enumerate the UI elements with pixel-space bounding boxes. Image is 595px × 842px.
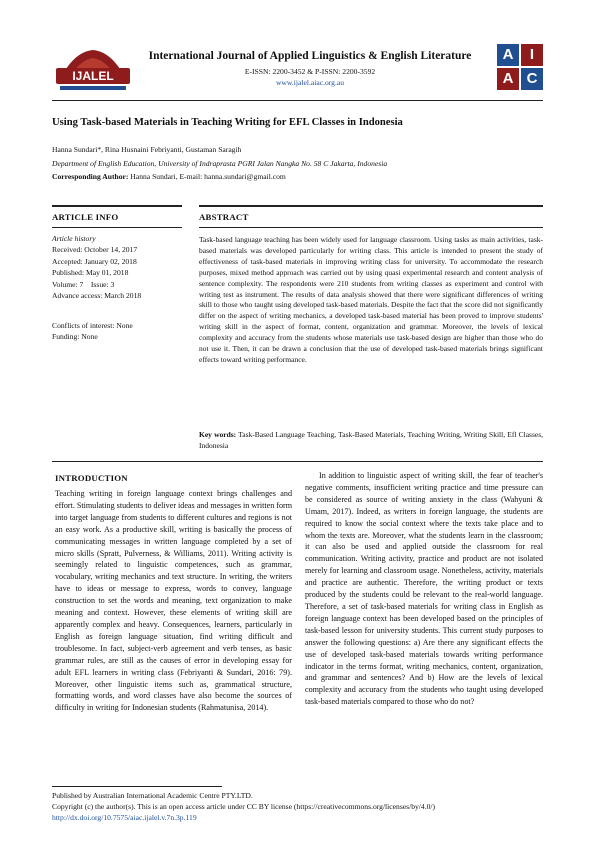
conflicts-of-interest: Conflicts of interest: None [52,321,133,330]
history-volume: Volume: 7 Issue: 3 [52,279,115,289]
history-accepted: Accepted: January 02, 2018 [52,256,137,266]
abstract-text: Task-based language teaching has been widely used for language classroom. Using tasks as main activities, task-based materials was developed particularly for writing class. This article is intended to present the study of effectiveness of task-based materials in improving writing class for university. To accommodate the research purposes, mixed method approach was carried out by using quasi experimental research and content analysis of sentence complexity. The respondents were 210 students from writing classes as experiment and control with writing test as instrument. The results of data analysis showed that there were significant differences of writing skill to those who taught using developed task-based materials. Despite the fact that the score did not significantly differ on the aspect of writing mechanics, a developed task-based material has been proved to improve students' writing skill in the aspect of format, content, organization and grammar. Moreover, the levels of lexical complexity and accuracy from the students whose materials use task-based design are higher than those who do not use it. Then, it can be drawn a conclusion that the use of developed task-based materials brings significant effects toward writing performance. [199,235,543,364]
ijalel-logo [52,44,134,94]
history-label: Article history [52,234,96,243]
affiliation: Department of English Education, University of Indraprasta PGRI Jalan Nangka No. 58 C Jakarta, Indonesia [52,159,388,168]
header-divider [52,100,543,101]
introduction-left-column [55,488,292,714]
history-received: Received: October 14, 2017 [52,245,138,255]
footer-rule [52,786,222,787]
keywords-list: Task-Based Language Teaching, Task-Based Materials, Teaching Writing, Writing Skill, Efl Classes, Indonesia [199,430,543,450]
keywords [199,430,543,452]
article-info-rule-mid [52,227,182,228]
abstract-divider [52,461,543,462]
corresponding-label: Corresponding Author: [52,172,129,181]
footer-doi-link[interactable]: http://dx.doi.org/10.7575/aiac.ijalel.v.7n.3p.119 [52,813,197,822]
abstract-heading: ABSTRACT [199,212,249,222]
aiac-logo-letter: C [521,68,543,90]
aiac-logo-letter: A [497,44,519,66]
footer-copyright: Copyright (c) the author(s). This is an open access article under CC BY license (https://creativecommons.org/licenses/by/4.0/) [52,802,436,811]
journal-url[interactable]: www.ijalel.aiac.org.au [275,78,345,87]
article-info-rule-top [52,205,182,207]
funding: Funding: None [52,332,98,342]
aiac-logo-letter: I [521,44,543,66]
aiac-logo-letter: A [497,68,519,90]
journal-issn: E-ISSN: 2200-3452 & P-ISSN: 2200-3592 [244,67,376,76]
article-declarations [52,320,187,343]
history-advance: Advance access: March 2018 [52,291,142,301]
introduction-paragraph: In addition to linguistic aspect of writing skill, the fear of teacher's negative comments, insufficient writing practice and time pressure can be considered as source of writing anxiety in the class (Wahyuni & Umam, 2017). Indeed, as writers in foreign language, the students are required to know the social context where the texts take place and to whom the texts are. Moreover, what the students learn in the classroom; it can also be used and applied outside the classroom for real communication. Writing activity, practice and product are not isolated merely for learning and classroom usage. Nonetheless, activity, materials and practice are authentic. Therefore, the writing product or texts produced by the students could be relevant to the real-world language. Therefore, a set of task-based materials for writing class in English as foreign language context has been developed based on the principles of task-based lesson for university students. This current study purposes to answer the following questions: a) Are there any significant effects the use of developed task-based materials towards writing performance indicator in the terms format, writing mechanics, content, organization, and grammar and sentences? And b) How are the levels of lexical complexity and accuracy from the students who taught using developed task-based materials compared to those who do not? [305,471,543,707]
article-history [52,233,187,301]
introduction-heading: INTRODUCTION [55,473,128,483]
introduction-paragraph: Teaching writing in foreign language context brings challenges and effort. Stimulating students to deliver ideas and messages in written form into target language from students to different cultures and regions is not an easy work. As a productive skill, writing is basically the process of communicating messages in written language completed by a set of micro skills (Spratt, Pulverness, & Williams, 2011). Writing activity is seemingly related to linguistic competences, such as grammar, vocabulary, writing mechanics and text structure. In writing, the writers have to ideas or message to express, words to convey, language construction to set the words and meaning, text organization to make meaning and context. However, these elements of writing skill are apparently complex and heavy. Consequences, learners, particularly in English as foreign language situation, find writing difficult and troublesome. In fact, subject-verb agreement and verb tenses, as basic grammar rules, are still as the causes of error in developing essay for adult EFL learners in writing class (Febriyanti & Sundari, 2016: 79). Moreover, other linguistic items such as, grammatical structure, formatting words, and word classes have also become the sources of difficulty in writing for Indonesian students (Rahmatunisa, 2014). [55,489,292,713]
ijalel-logo-text: IJALEL [72,69,114,83]
introduction-right-column [305,470,543,708]
abstract-rule-mid [199,227,543,228]
footer-publisher: Published by Australian International Academic Centre PTY.LTD. [52,791,253,800]
corresponding-value: Hanna Sundari, E-mail: hanna.sundari@gmail.com [128,172,286,181]
author-list: Hanna Sundari*, Rina Husnaini Febriyanti, Gustaman Saragih [52,145,242,154]
aiac-logo [497,44,543,90]
paper-title: Using Task-based Materials in Teaching Writing for EFL Classes in Indonesia [52,117,403,128]
article-info-heading: ARTICLE INFO [52,212,119,222]
keywords-label: Key words: [199,430,237,439]
abstract-rule-top [199,205,543,207]
corresponding-author [52,172,286,181]
journal-title: International Journal of Applied Linguistics & English Literature [148,50,472,62]
history-published: Published: May 01, 2018 [52,268,129,278]
